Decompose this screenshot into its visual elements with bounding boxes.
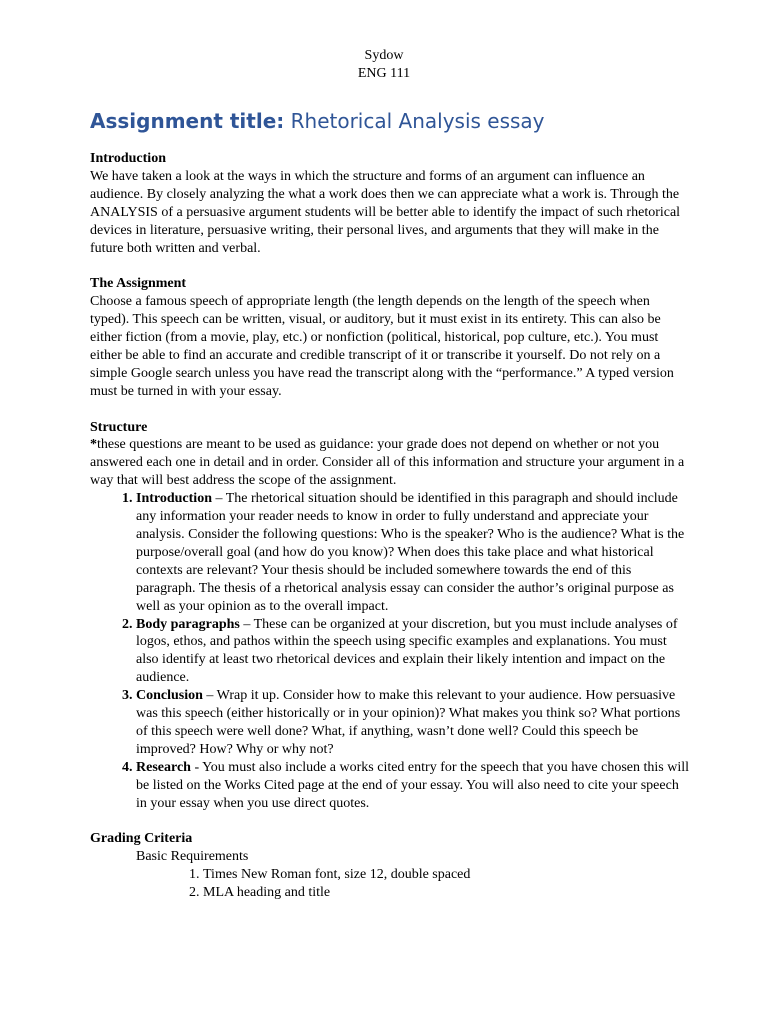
list-item: 3. Conclusion – Wrap it up. Consider how to make this relevant to your audience. How persuasive was this speech (either historically or in your opinion)? What makes you think so? What portions of this speech were well done? What, if anything, wasn’t done well? Could this speech be improved? How? Why or why not? [136, 687, 690, 759]
list-item: 2. MLA heading and title [203, 884, 690, 902]
intro-text: We have taken a look at the ways in which the structure and forms of an argument can influence an audience. By closely analyzing the what a work does then we can appreciate what a work is. Through the ANALYSIS of a persuasive argument students will be better able to identify the impact of such rhetorical devices in literature, persuasive writing, their personal lives, and arguments that they will make in the future both written and verbal. [90, 168, 681, 256]
title-text: Rhetorical Analysis essay [284, 109, 545, 133]
list-item: 2. Body paragraphs – These can be organized at your discretion, but you must include analyses of logos, ethos, and pathos within the speech using specific examples and explanations. You must also identify at least two rhetorical devices and explain their likely intention and impact on the audience. [136, 616, 690, 688]
grading-list [90, 866, 690, 902]
list-item: 4. Research - You must also include a works cited entry for the speech that you have chosen this will be listed on the Works Cited page at the end of your essay. You will also need to cite your speech in your essay when you use direct quotes. [136, 759, 690, 813]
assignment-text: Choose a famous speech of appropriate length (the length depends on the length of the speech when typed). This speech can be written, visual, or auditory, but it must exist in its entirety. This can also be either fiction (from a movie, play, etc.) or nonfiction (political, historical, pop culture, etc.). You must either be able to find an accurate and credible transcript of it or transcribe it yourself. Do not rely on a simple Google search unless you have read the transcript along with the “performance.” A typed version must be turned in with your essay. [90, 294, 674, 399]
document-body [90, 150, 690, 902]
assignment-title [90, 108, 545, 134]
author-name: Sydow [364, 48, 404, 63]
list-item: 1. Times New Roman font, size 12, double spaced [203, 866, 690, 884]
course-code: ENG 111 [357, 65, 411, 81]
structure-heading: Structure [90, 419, 148, 435]
title-label: Assignment title: [90, 109, 285, 133]
document-header [0, 47, 768, 82]
intro-heading: Introduction [90, 151, 166, 166]
grading-sub: Basic Requirements [136, 849, 249, 865]
assignment-heading: The Assignment [90, 276, 187, 292]
grading-heading: Grading Criteria [90, 831, 193, 847]
structure-list [68, 490, 690, 812]
structure-note: *these questions are meant to be used as guidance: your grade does not depend on whether or not you answered each one in detail and in order. Consider all of this information and structure your argument in a way that will best address the scope of the assignment. [90, 437, 685, 489]
list-item: 1. Introduction – The rhetorical situation should be identified in this paragraph and should include any information your reader needs to know in order to fully understand and appreciate your analysis. Consider the following questions: Who is the speaker? Who is the audience? What is the purpose/overall goal (and how do you know)? When does this take place and what historical contexts are relevant? Your thesis should be included somewhere towards the end of this paragraph. The thesis of a rhetorical analysis essay can consider the author’s original purpose as well as your opinion as to the overall impact. [136, 490, 690, 615]
